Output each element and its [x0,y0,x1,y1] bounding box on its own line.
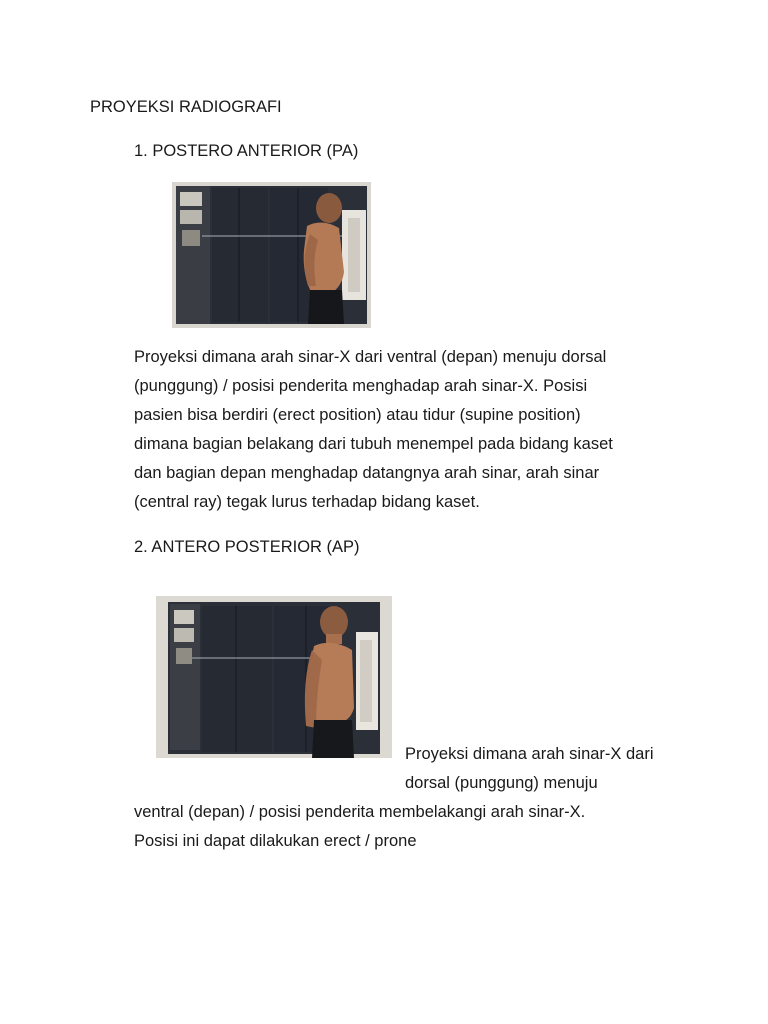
page-title: PROYEKSI RADIOGRAFI [90,98,282,116]
pa-projection-photo [172,182,371,328]
ap-paragraph-line-2: dorsal (punggung) menuju [405,774,598,792]
pa-paragraph-line-6: (central ray) tegak lurus terhadap bidang kaset. [134,493,480,511]
section-heading-ap: 2. ANTERO POSTERIOR (AP) [134,538,360,556]
ap-paragraph-line-4: Posisi ini dapat dilakukan erect / prone [134,832,417,850]
pa-paragraph-line-2: (punggung) / posisi penderita menghadap arah sinar-X. Posisi [134,377,588,395]
ap-paragraph-line-1: Proyeksi dimana arah sinar-X dari [405,745,654,763]
pa-paragraph-line-1: Proyeksi dimana arah sinar-X dari ventral (depan) menuju dorsal [134,348,607,366]
pa-paragraph-line-5: dan bagian depan menghadap datangnya arah sinar, arah sinar [134,464,600,482]
ap-projection-photo [156,596,392,758]
pa-paragraph-line-4: dimana bagian belakang dari tubuh menempel pada bidang kaset [134,435,613,453]
section-heading-pa: 1. POSTERO ANTERIOR (PA) [134,142,359,160]
ap-paragraph-line-3: ventral (depan) / posisi penderita membelakangi arah sinar-X. [134,803,586,821]
pa-paragraph-line-3: pasien bisa berdiri (erect position) atau tidur (supine position) [134,406,581,424]
